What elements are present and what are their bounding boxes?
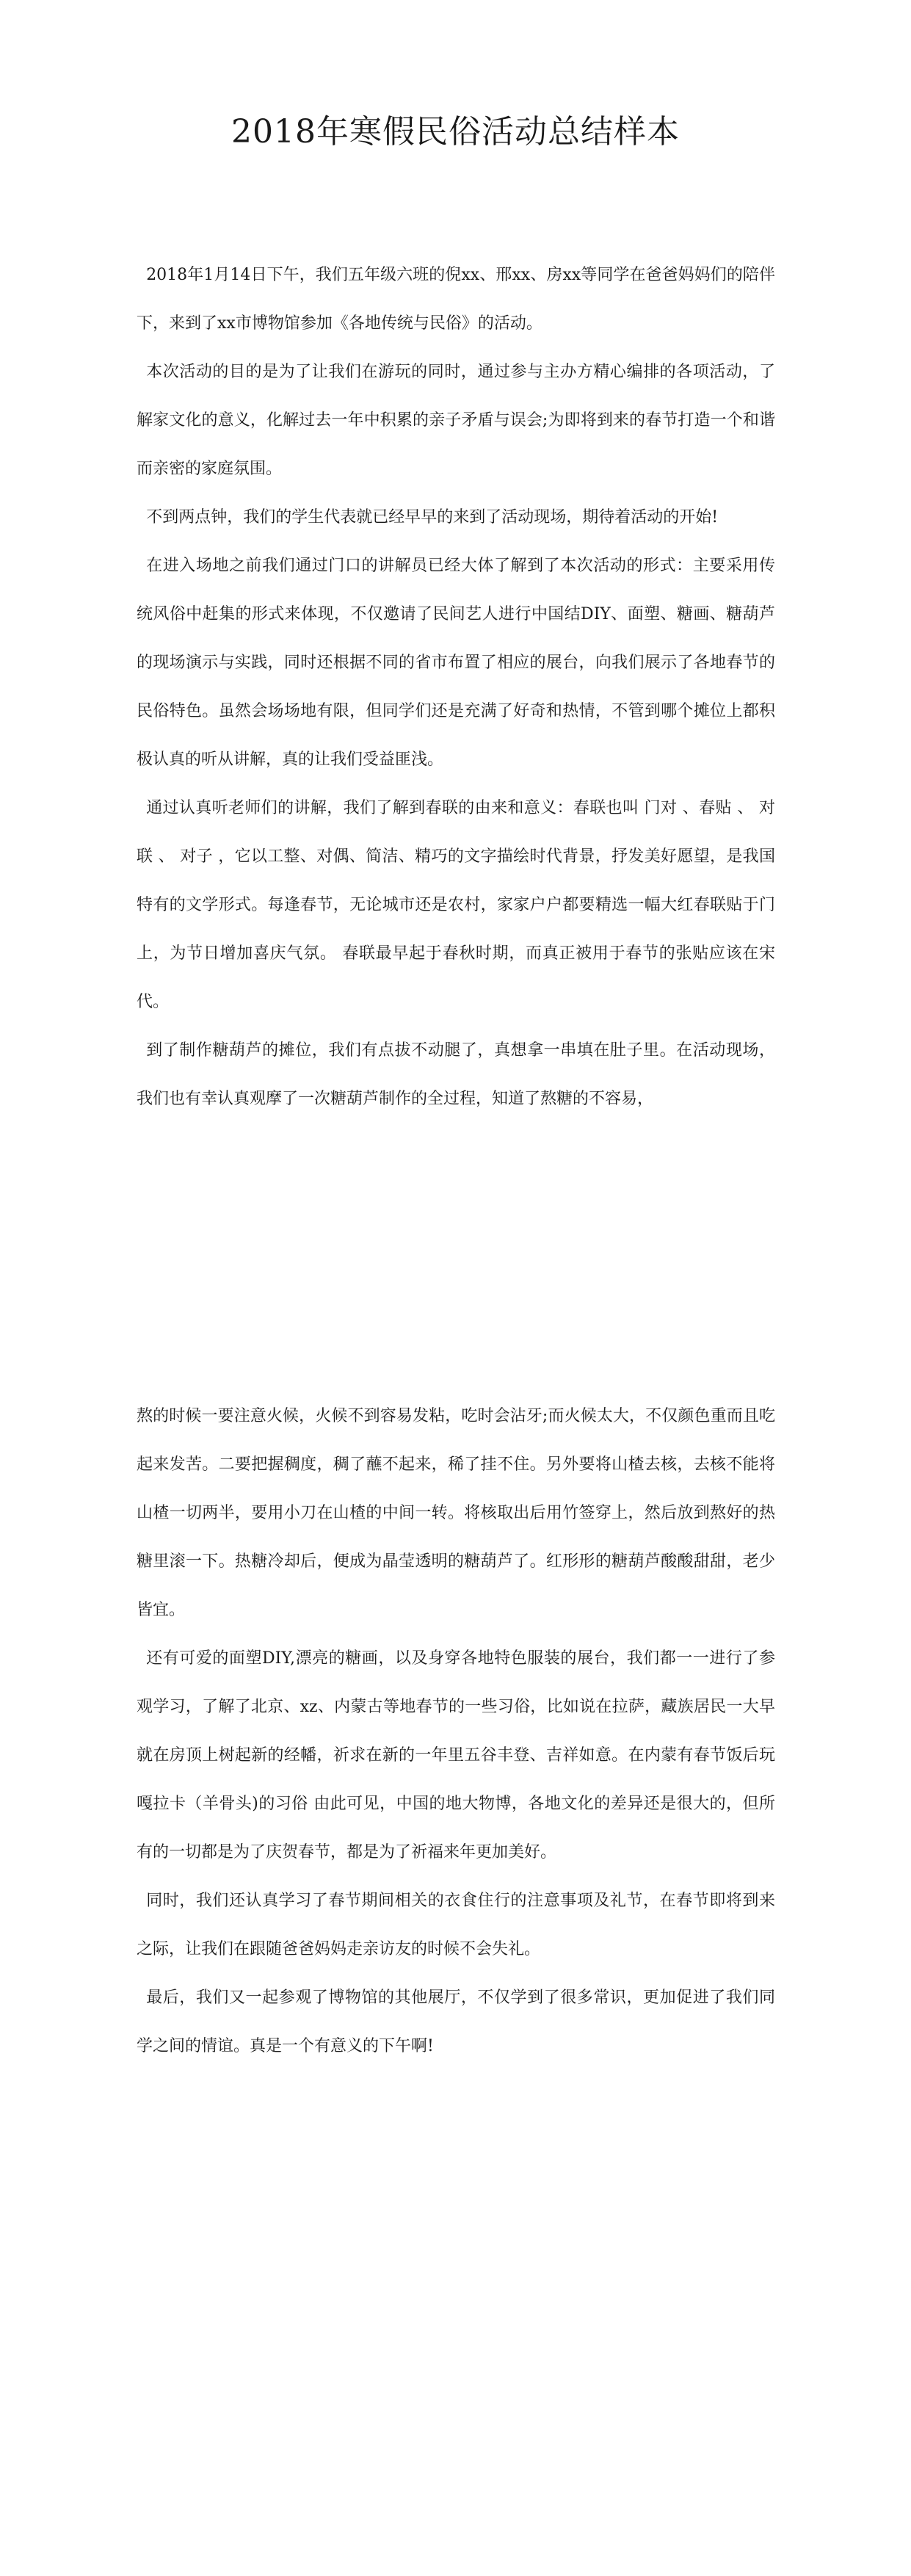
document-body-upper [137,251,775,1124]
paragraph-9: 最后，我们又一起参观了博物馆的其他展厅，不仅学到了很多常识，更加促进了我们同学之间的情谊。真是一个有意义的下午啊! [137,1989,775,2055]
paragraph-7: 还有可爱的面塑DIY,漂亮的糖画，以及身穿各地特色服装的展台，我们都一一进行了参观学习，了解了北京、xz、内蒙古等地春节的一些习俗，比如说在拉萨，藏族居民一大早就在房顶上树起新的经幡，祈求在新的一年里五谷丰登、吉祥如意。在内蒙有春节饭后玩 嘎拉卡（羊骨头)的习俗 由此可见，中国的地大物博，各地文化的差异还是很大的，但所有的一切都是为了庆贺春节，都是为了祈福来年更加美好。 [137,1649,775,1862]
paragraph-2: 本次活动的目的是为了让我们在游玩的同时，通过参与主办方精心编排的各项活动，了解家文化的意义，化解过去一年中积累的亲子矛盾与误会;为即将到来的春节打造一个和谐而亲密的家庭氛围。 [137,363,775,478]
paragraph-1: 2018年1月14日下午，我们五年级六班的倪xx、邢xx、房xx等同学在爸爸妈妈们的陪伴下，来到了xx市博物馆参加《各地传统与民俗》的活动。 [137,266,775,333]
paragraph-4: 在进入场地之前我们通过门口的讲解员已经大体了解到了本次活动的形式：主要采用传统风俗中赶集的形式来体现，不仅邀请了民间艺人进行中国结DIY、面塑、糖画、糖葫芦的现场演示与实践，同时还根据不同的省市布置了相应的展台，向我们展示了各地春节的民俗特色。虽然会场场地有限，但同学们还是充满了好奇和热情，不管到哪个摊位上都积极认真的听从讲解，真的让我们受益匪浅。 [137,557,775,769]
paragraph-3: 不到两点钟，我们的学生代表就已经早早的来到了活动现场，期待着活动的开始! [146,508,719,527]
document-title: 2018年寒假民俗活动总结样本 [231,113,680,151]
paragraph-6: 到了制作糖葫芦的摊位，我们有点拔不动腿了，真想拿一串填在肚子里。在活动现场，我们也有幸认真观摩了一次糖葫芦制作的全过程，知道了熬糖的不容易， [137,1041,775,1108]
paragraph-6-continued: 熬的时候一要注意火候，火候不到容易发粘，吃时会沾牙;而火候太大，不仅颜色重而且吃起来发苦。二要把握稠度，稠了蘸不起来，稀了挂不住。另外要将山楂去核，去核不能将山楂一切两半，要用小刀在山楂的中间一转。将核取出后用竹签穿上，然后放到熬好的热糖里滚一下。热糖冷却后，便成为晶莹透明的糖葫芦了。红形形的糖葫芦酸酸甜甜，老少皆宜。 [137,1407,775,1619]
document-body-lower [137,1392,775,2071]
paragraph-8: 同时，我们还认真学习了春节期间相关的衣食住行的注意事项及礼节，在春节即将到来之际，让我们在跟随爸爸妈妈走亲访友的时候不会失礼。 [137,1892,775,1958]
paragraph-5: 通过认真听老师们的讲解，我们了解到春联的由来和意义：春联也叫 门对 、春贴 、 对联 、 对子 ，它以工整、对偶、简洁、精巧的文字描绘时代背景，抒发美好愿望，是我国特有的文学形式。每逢春节，无论城市还是农村，家家户户都要精选一幅大红春联贴于门上，为节日增加喜庆气氛。 春联最早起于春秋时期，而真正被用于春节的张贴应该在宋代。 [137,799,775,1011]
